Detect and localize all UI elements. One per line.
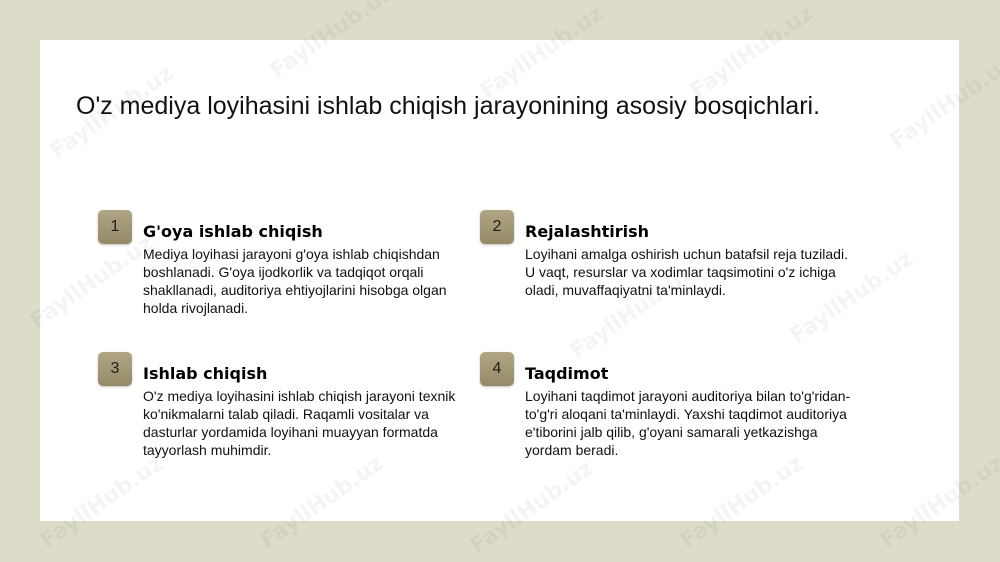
step-heading: Taqdimot — [525, 364, 609, 383]
step-heading: G'oya ishlab chiqish — [143, 222, 323, 241]
step-description: Loyihani amalga oshirish uchun batafsil reja tuziladi. U vaqt, resurslar va xodimlar taqsimotini o'z ichiga oladi, muvaffaqiyatni ta'minlaydi. — [525, 246, 848, 298]
step-description: Loyihani taqdimot jarayoni auditoriya bilan to'g'ridan-to'g'ri aloqani ta'minlaydi. Yaxshi taqdimot auditoriya e'tiborini jalb qilib, g'oyani samarali yetkazishga yordam beradi. — [525, 388, 851, 458]
slide-title: O'z mediya loyihasini ishlab chiqish jarayonining asosiy bosqichlari. — [76, 92, 821, 120]
step-description: Mediya loyihasi jarayoni g'oya ishlab chiqishdan boshlanadi. G'oya ijodkorlik va tadqiqot orqali shakllanadi, auditoriya ehtiyojlarini hisobga olgan holda rivojlanadi. — [143, 246, 447, 316]
step-number-badge: 4 — [480, 352, 514, 386]
step-heading: Ishlab chiqish — [143, 364, 268, 383]
step-description: O'z mediya loyihasini ishlab chiqish jarayoni texnik ko'nikmalarni talab qiladi. Raqamli vositalar va dasturlar yordamida loyihani muayyan formatda tayyorlash muhimdir. — [143, 388, 456, 458]
step-number-badge: 3 — [98, 352, 132, 386]
step-heading: Rejalashtirish — [525, 222, 650, 241]
step-number-badge: 1 — [98, 210, 132, 244]
step-number-badge: 2 — [480, 210, 514, 244]
slide-canvas — [40, 40, 959, 521]
